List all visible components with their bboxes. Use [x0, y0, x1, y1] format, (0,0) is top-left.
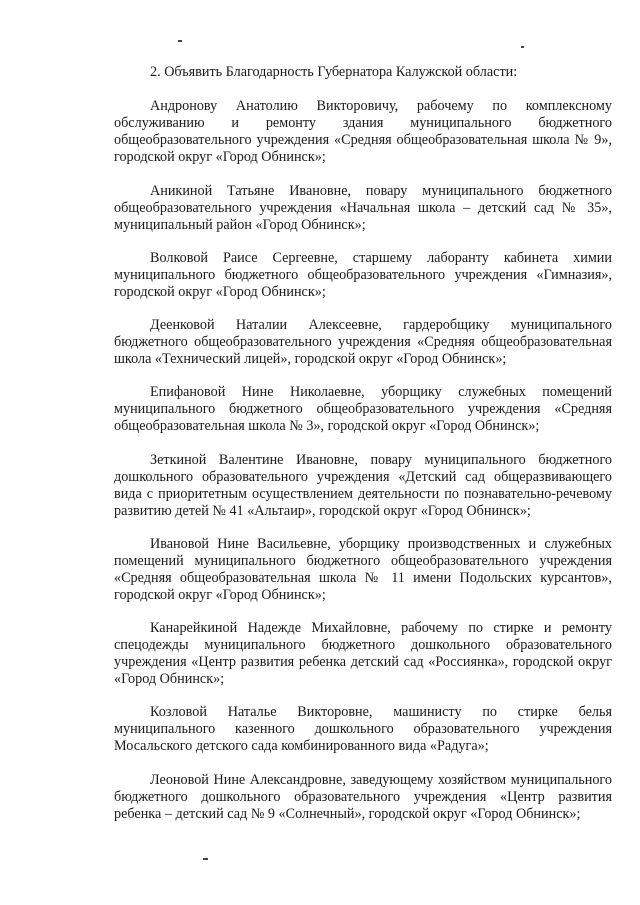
award-entry: Деенковой Наталии Алексеевне, гардеробщику муниципального бюджетного общеобразовательного учреждения «Средняя общеобразовательная школа «Технический лицей», городской округ «Город Обнинск»; — [114, 317, 612, 367]
section-heading: 2. Объявить Благодарность Губернатора Калужской области: — [150, 64, 518, 80]
award-entry: Ивановой Нине Васильевне, уборщику производственных и служебных помещений муниципального бюджетного общеобразовательного учреждения «Средняя общеобразовательная школа № 11 имени Подольских курсантов», городской округ «Город Обнинск»; — [114, 536, 612, 603]
scan-speck — [203, 858, 208, 860]
award-entry: Волковой Раисе Сергеевне, старшему лаборанту кабинета химии муниципального бюджетного общеобразовательного учреждения «Гимназия», городской округ «Город Обнинск»; — [114, 250, 612, 300]
award-entry: Леоновой Нине Александровне, заведующему хозяйством муниципального бюджетного дошкольного образовательного учреждения «Центр развития ребенка – детский сад № 9 «Солнечный», городской округ «Город Обнинск»; — [114, 772, 612, 822]
award-entry: Козловой Наталье Викторовне, машинисту по стирке белья муниципального казенного дошкольного образовательного учреждения Мосальского детского сада комбинированного вида «Радуга»; — [114, 704, 612, 754]
scan-speck — [521, 46, 524, 48]
scan-speck — [178, 40, 182, 42]
award-entry: Аникиной Татьяне Ивановне, повару муниципального бюджетного общеобразовательного учреждения «Начальная школа – детский сад № 35», муниципальный район «Город Обнинск»; — [114, 183, 612, 233]
award-entry: Андронову Анатолию Викторовичу, рабочему по комплексному обслуживанию и ремонту здания муниципального бюджетного общеобразовательного учреждения «Средняя общеобразовательная школа № 9», городской округ «Город Обнинск»; — [114, 98, 612, 165]
award-entry: Канарейкиной Надежде Михайловне, рабочему по стирке и ремонту спецодежды муниципального бюджетного дошкольного образовательного учреждения «Центр развития ребенка детский сад «Россиянка», городской округ «Город Обнинск»; — [114, 620, 612, 687]
award-entry: Зеткиной Валентине Ивановне, повару муниципального бюджетного дошкольного образовательного учреждения «Детский сад общеразвивающего вида с приоритетным осуществлением деятельности по познавательно-речевому развитию детей № 41 «Альтаир», городской округ «Город Обнинск»; — [114, 452, 612, 519]
award-entry: Епифановой Нине Николаевне, уборщику служебных помещений муниципального бюджетного общеобразовательного учреждения «Средняя общеобразовательная школа № 3», городской округ «Город Обнинск»; — [114, 384, 612, 434]
